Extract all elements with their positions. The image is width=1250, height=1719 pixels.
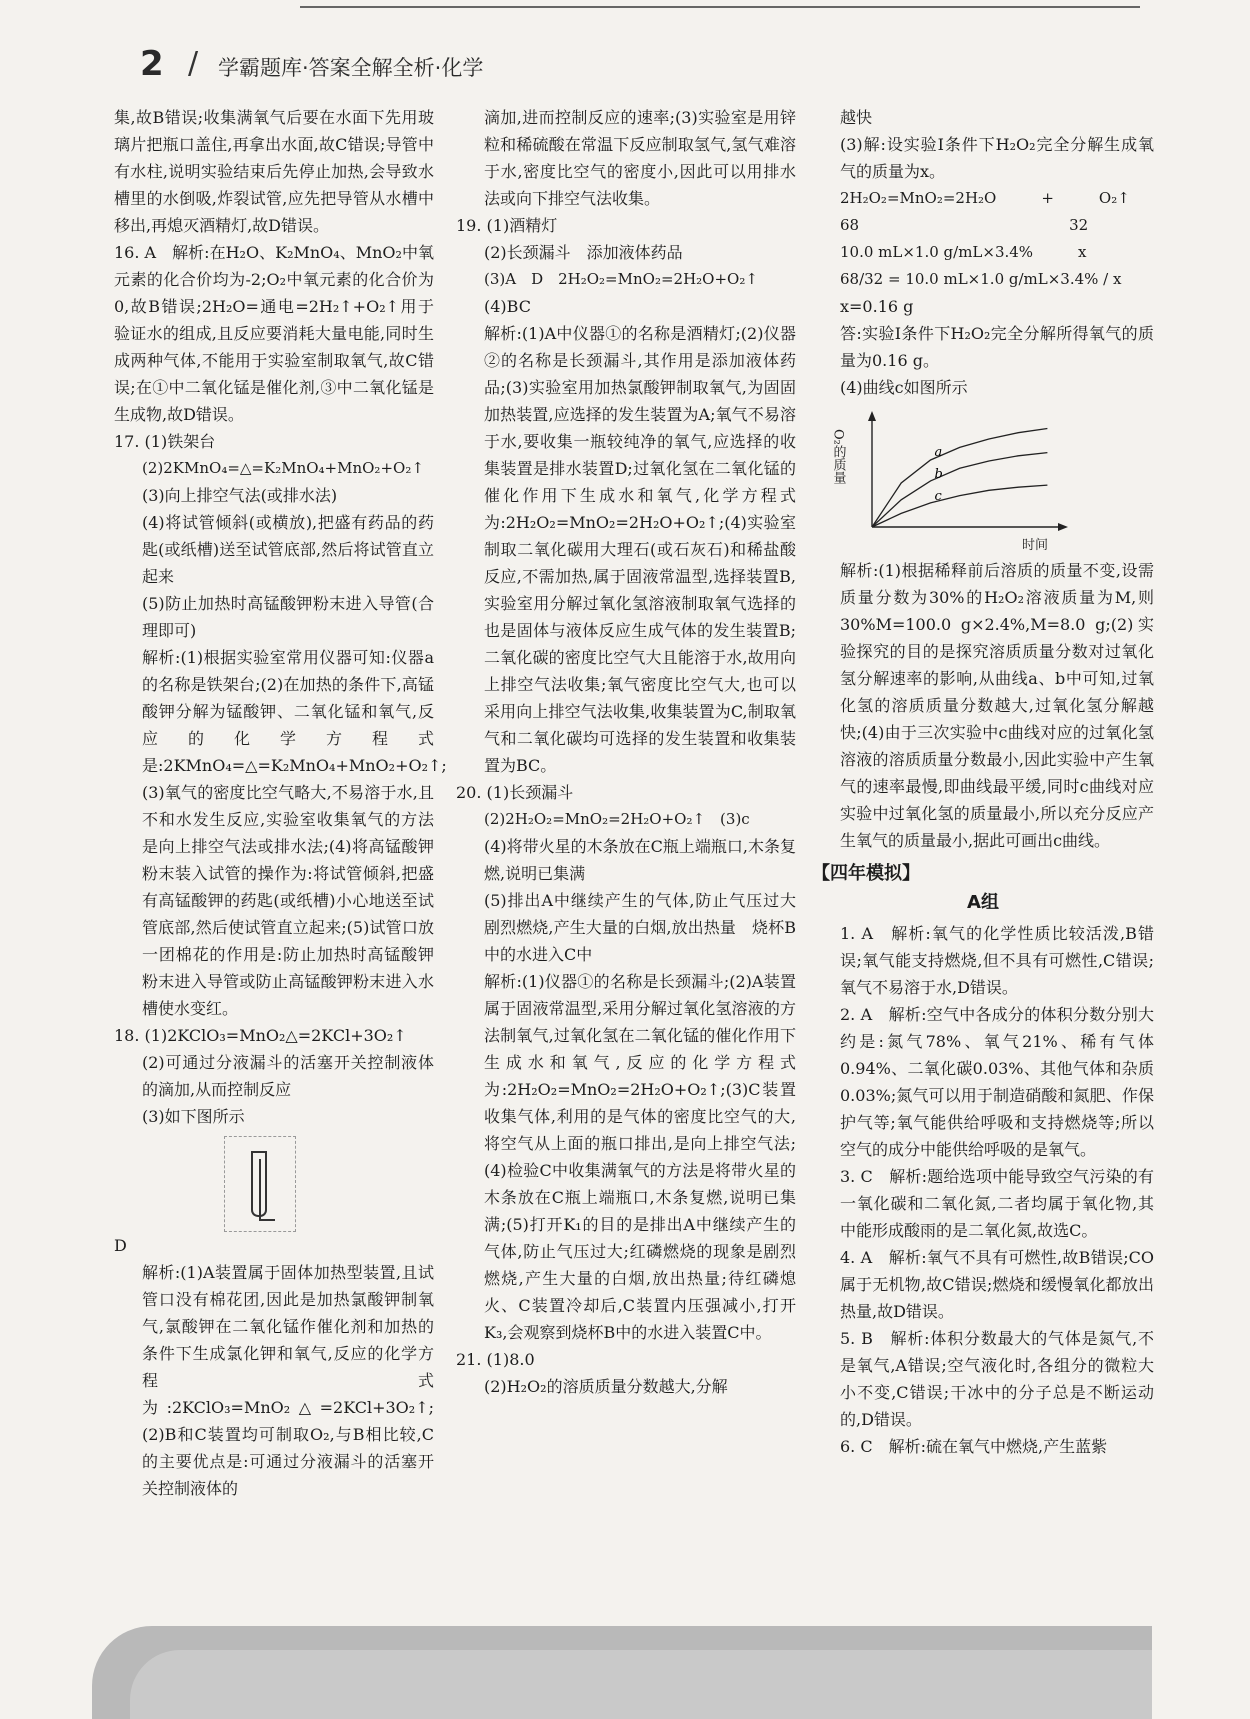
answer-line: (4)BC (484, 297, 531, 316)
series-line-c (872, 485, 1047, 527)
answer-21: 21. (1)8.0 (456, 1350, 535, 1369)
series-line-b (872, 453, 1047, 527)
x-axis-arrow (1058, 523, 1068, 531)
figure-caption: D (114, 1236, 127, 1255)
answer-6: 6. C 解析:硫在氧气中燃烧,产生蓝紫 (840, 1437, 1108, 1456)
section-title: 【四年模拟】 (812, 863, 920, 884)
answer-2: 2. A 解析:空气中各成分的体积分数分别大约是:氮气78%、氧气21%、稀有气体0.94%、二氧化碳0.03%、其他气体和杂质0.03%;氮气可以用于制造硝酸和氮肥、作保护气等;氧气能供给呼吸和支持燃烧等;所以空气的成分中能供给呼吸的是氧气。 (840, 1005, 1154, 1159)
answer-line: (3)向上排空气法(或排水法) (142, 486, 338, 505)
explanation: 解析:(1)根据实验室常用仪器可知:仪器a的名称是铁架台;(2)在加热的条件下,高锰酸钾分解为锰酸钾、二氧化锰和氧气,反应的化学方程式是:2KMnO₄=△=K₂MnO₄+MnO₂+O₂↑;(3)氧气的密度比空气略大,不易溶于水,且不和水发生反应,实验室收集氧气的方法是向上排空气法或排水法;(4)将高锰酸钾粉末装入试管的操作为:将试管倾斜,把盛有高锰酸钾的药匙(或纸槽)小心地送至试管底部,然后使试管直立起来;(5)试管口放一团棉花的作用是:防止加热时高锰酸钾粉末进入导管或防止高锰酸钾粉末进入水槽使水变红。 (142, 648, 447, 1018)
answer-3: 3. C 解析:题给选项中能导致空气污染的有一氧化碳和二氧化氮,二者均属于氧化物,其中能形成酸雨的是二氧化氮,故选C。 (840, 1167, 1154, 1240)
answer-line: (4)将带火星的木条放在C瓶上端瓶口,木条复燃,说明已集满 (484, 837, 796, 883)
x-axis-label: 时间 (1022, 538, 1049, 553)
paragraph: 滴加,进而控制反应的速率;(3)实验室是用锌粒和稀硫酸在常温下反应制取氢气,氢气难溶于水,密度比空气的密度小,因此可以用排水法或向下排空气法收集。 (484, 108, 796, 208)
answer-19: 19. (1)酒精灯 (456, 216, 558, 235)
equation-values: 68 32 (840, 216, 1089, 234)
answer-line: (2)2H₂O₂=MnO₂=2H₂O+O₂↑ (3)c (484, 810, 750, 828)
proportion: 68/32 = 10.0 mL×1.0 g/mL×3.4% / x (840, 270, 1122, 288)
answer-line: (4)将试管倾斜(或横放),把盛有药品的药匙(或纸槽)送至试管底部,然后将试管直立起来 (142, 513, 434, 586)
answer-line: (2)2KMnO₄=△=K₂MnO₄+MnO₂+O₂↑ (142, 459, 424, 477)
header-divider: / (188, 46, 199, 81)
answer-line: (2)长颈漏斗 添加液体药品 (484, 243, 683, 262)
book-title: 学霸题库·答案全解全析·化学 (218, 56, 484, 80)
answer-line: (4)曲线c如图所示 (840, 378, 968, 397)
explanation: 解析:(1)仪器①的名称是长颈漏斗;(2)A装置属于固液常温型,采用分解过氧化氢溶液的方法制氧气,过氧化氢在二氧化锰的催化作用下生成水和氧气,反应的化学方程式为:2H₂O₂=MnO₂=2H₂O+O₂↑;(3)C装置收集气体,利用的是气体的密度比空气的大,将空气从上面的瓶口排出,是向上排空气法;(4)检验C中收集满氧气的方法是将带火星的木条放在C瓶上端瓶口,木条复燃,说明已集满;(5)打开K₁的目的是排出A中继续产生的气体,防止气压过大;红磷燃烧的现象是剧烈燃烧,产生大量的白烟,放出热量;待红磷熄火、C装置冷却后,C装置内压强减小,打开K₃,会观察到烧杯B中的水进入装置C中。 (484, 972, 796, 1342)
apparatus-d-figure (224, 1136, 296, 1232)
paragraph: 集,故B错误;收集满氧气后要在水面下先用玻璃片把瓶口盖住,再拿出水面,故C错误;导管中有水柱,说明实验结束后先停止加热,会导致水槽里的水倒吸,炸裂试管,应先把导管从水槽中移出,再熄灭酒精灯,故D错误。 (114, 108, 434, 235)
series-label-a: a (934, 445, 943, 460)
column-middle (456, 104, 813, 1400)
equation-values: 10.0 mL×1.0 g/mL×3.4% x (840, 243, 1087, 261)
answer-line: (5)防止加热时高锰酸钾粉末进入导管(合理即可) (142, 594, 434, 640)
answer-line: (3)解:设实验Ⅰ条件下H₂O₂完全分解生成氧气的质量为x。 (840, 135, 1154, 181)
page-header (128, 44, 1168, 94)
answer-17: 17. (1)铁架台 (114, 432, 216, 451)
answer-line: (3)A D 2H₂O₂=MnO₂=2H₂O+O₂↑ (484, 270, 758, 288)
oxygen-mass-chart (832, 407, 1072, 557)
top-rule (300, 6, 1140, 8)
answer-16: 16. A 解析:在H₂O、K₂MnO₄、MnO₂中氧元素的化合价均为-2;O₂中氧元素的化合价为0,故B错误;2H₂O=通电=2H₂↑+O₂↑用于验证水的组成,且反应要消耗大量电能,同时生成两种气体,不能用于实验室制取氧气,故C错误;在①中二氧化锰是催化剂,③中二氧化锰是生成物,故D错误。 (114, 243, 434, 424)
column-right (812, 104, 1154, 1460)
answer-line: (3)如下图所示 (142, 1107, 245, 1126)
page-number: 2 (140, 44, 164, 84)
y-axis-arrow (868, 411, 876, 421)
explanation: 解析:(1)根据稀释前后溶质的质量不变,设需质量分数为30%的H₂O₂溶液质量为M,则30%M=100.0 g×2.4%,M=8.0 g;(2)实验探究的目的是探究溶质质量分数对过氧化氢分解速率的影响,从曲线a、b中可知,过氧化氢的溶质质量分数越大,过氧化氢分解越快;(4)由于三次实验中c曲线对应的过氧化氢溶液的溶质质量分数最小,因此实验中产生氧气的速率最慢,即曲线最平缓,同时c曲线对应实验中过氧化氢的质量最小,所以充分反应产生氧气的质量最小,据此可画出c曲线。 (840, 561, 1154, 850)
answer-line: (5)排出A中继续产生的气体,防止气压过大 剧烈燃烧,产生大量的白烟,放出热量 烧杯B中的水进入C中 (484, 891, 813, 964)
answer-line: (2)H₂O₂的溶质质量分数越大,分解 (484, 1377, 728, 1396)
delivery-pipe-end (259, 1219, 275, 1221)
group-title: A组 (967, 892, 999, 913)
answer-line: x=0.16 g (840, 297, 914, 316)
answer-20: 20. (1)长颈漏斗 (456, 783, 574, 802)
series-label-b: b (934, 466, 943, 482)
answer-4: 4. A 解析:氧气不具有可燃性,故B错误;CO属于无机物,故C错误;燃烧和缓慢氧化都放出热量,故D错误。 (840, 1248, 1154, 1321)
answer-line: (2)可通过分液漏斗的活塞开关控制液体的滴加,从而控制反应 (142, 1053, 434, 1099)
delivery-pipe (259, 1159, 261, 1221)
equation: 2H₂O₂=MnO₂=2H₂O + O₂↑ (840, 189, 1130, 207)
explanation: 解析:(1)A中仪器①的名称是酒精灯;(2)仪器②的名称是长颈漏斗,其作用是添加液体药品;(3)实验室用加热氯酸钾制取氧气,为固固加热装置,应选择的发生装置为A;氧气不易溶于水,要收集一瓶较纯净的氧气,应选择的收集装置是排水装置D;过氧化氢在二氧化锰的催化作用下生成水和氧气,化学方程式为:2H₂O₂=MnO₂=2H₂O+O₂↑;(4)实验室制取二氧化碳用大理石(或石灰石)和稀盐酸反应,不需加热,属于固液常温型,选择装置B,实验室用分解过氧化氢溶液制取氧气选择的也是固体与液体反应生成气体的发生装置B;二氧化碳的密度比空气大且能溶于水,故用向上排空气法收集;氧气密度比空气大,也可以采用向上排空气法收集,收集装置为C,制取氧气和二氧化碳均可选择的发生装置和收集装置为BC。 (484, 324, 796, 775)
footer-band-inner (130, 1650, 1152, 1719)
series-line-a (872, 429, 1047, 528)
answer-5: 5. B 解析:体积分数最大的气体是氮气,不是氧气,A错误;空气液化时,各组分的微粒大小不变,C错误;干冰中的分子总是不断运动的,D错误。 (840, 1329, 1154, 1429)
chart-svg (832, 407, 1072, 557)
y-axis-label: O₂的质量 (832, 429, 846, 484)
answer-line: 越快 (840, 108, 873, 127)
column-left (114, 104, 447, 1502)
series-label-c: c (934, 488, 942, 504)
explanation: 解析:(1)A装置属于固体加热型装置,且试管口没有棉花团,因此是加热氯酸钾制氧气,氯酸钾在二氧化锰作催化剂和加热的条件下生成氯化钾和氧气,反应的化学方程式为:2KClO₃=MnO₂△=2KCl+3O₂↑;(2)B和C装置均可制取O₂,与B相比较,C的主要优点是:可通过分液漏斗的活塞开关控制液体的 (142, 1263, 434, 1498)
answer-line: 答:实验Ⅰ条件下H₂O₂完全分解所得氧气的质量为0.16 g。 (840, 324, 1154, 370)
answer-1: 1. A 解析:氧气的化学性质比较活泼,B错误;氧气能支持燃烧,但不具有可燃性,C错误;氧气不易溶于水,D错误。 (840, 924, 1154, 997)
answer-18: 18. (1)2KClO₃=MnO₂△=2KCl+3O₂↑ (114, 1026, 407, 1045)
